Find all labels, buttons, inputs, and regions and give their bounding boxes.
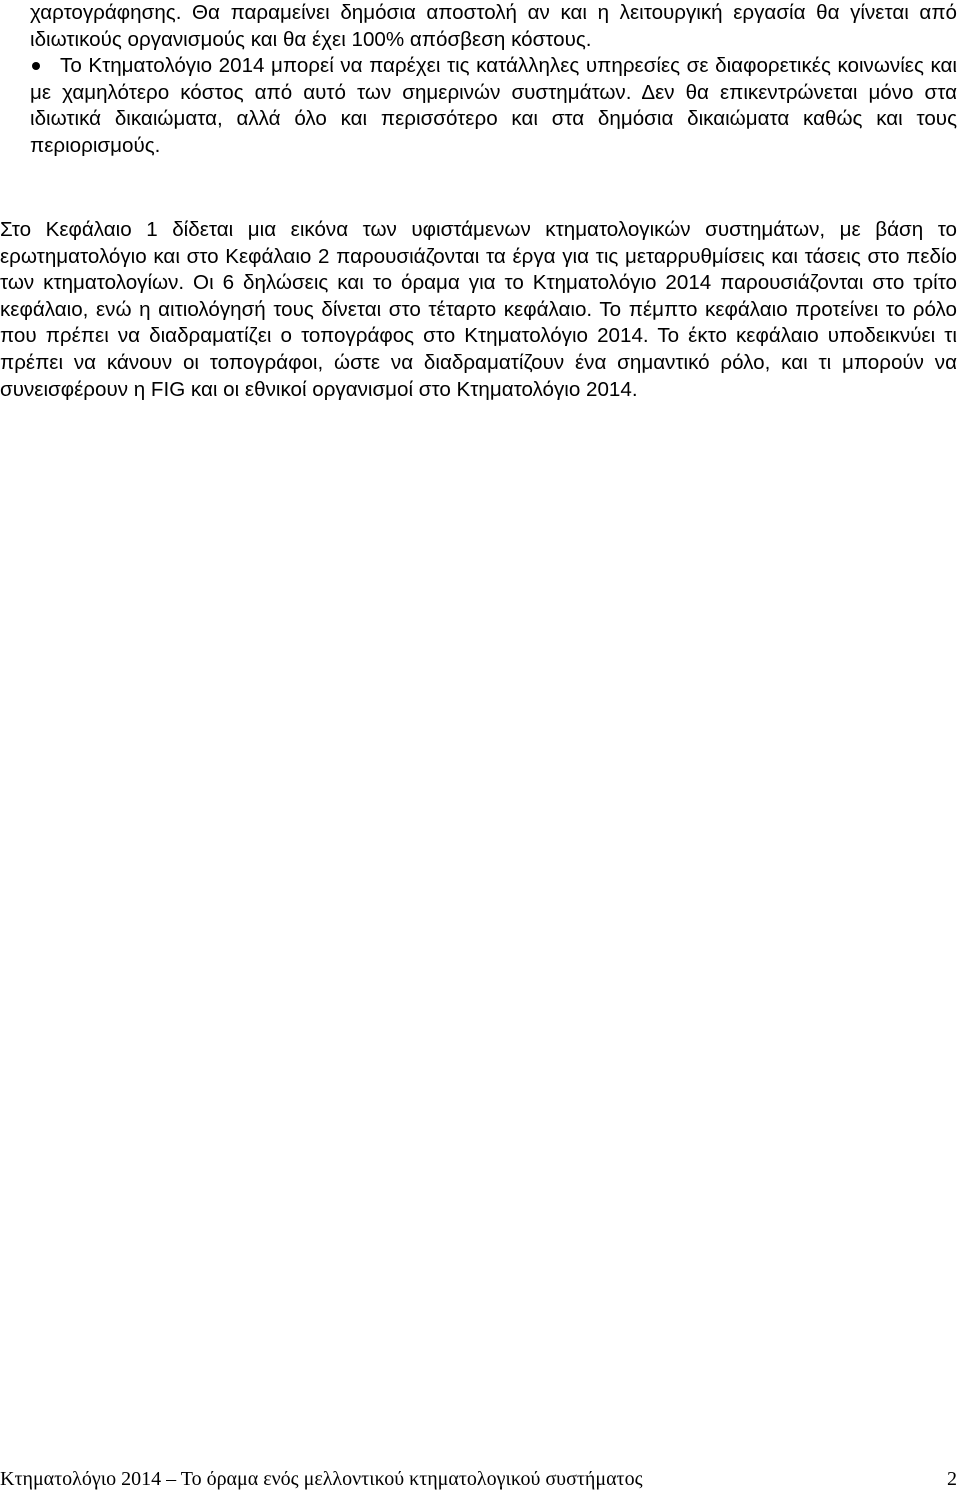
chapter-overview-paragraph: Στο Κεφάλαιο 1 δίδεται μια εικόνα των υφιστάμενων κτηματολογικών συστημάτων, με βάση το ερωτηματολόγιο και στο Κεφάλαιο 2 παρουσιάζονται τα έργα για τις μεταρρυθμίσεις και τάσεις στο πεδίο των κτηματολογίων. Οι 6 δηλώσεις και το όραμα για το Κτηματολόγιο 2014 παρουσιάζονται στο τρίτο κεφάλαιο, ενώ η αιτιολόγησή τους δίνεται στο τέταρτο κεφάλαιο. Το πέμπτο κεφάλαιο προτείνει το ρόλο που πρέπει να διαδραματίζει ο τοπογράφος στο Κτηματολόγιο 2014. Το έκτο κεφάλαιο υποδεικνύει τι πρέπει να κάνουν οι τοπογράφοι, ώστε να διαδραματίζουν ένα σημαντικό ρόλο, και τι μπορούν να συνεισφέρουν η FIG και οι εθνικοί οργανισμοί στο Κτηματολόγιο 2014. — [0, 218, 957, 401]
bullet-icon — [32, 62, 40, 70]
bullet-list-item — [30, 53, 957, 159]
footer-title: Κτηματολόγιο 2014 – Το όραμα ενός μελλοντικού κτηματολογικού συστήματος — [0, 1468, 643, 1490]
bullet-item-text: Το Κτηματολόγιο 2014 μπορεί να παρέχει τις κατάλληλες υπηρεσίες σε διαφορετικές κοινωνίες και με χαμηλότερο κόστος από αυτό των σημερινών συστημάτων. Δεν θα επικεντρώνεται μόνο στα ιδιωτικά δικαιώματα, αλλά όλο και περισσότερο και στα δημόσια δικαιώματα καθώς και τους περιορισμούς. — [30, 54, 957, 157]
page-number: 2 — [947, 1468, 957, 1490]
page-footer — [0, 1466, 957, 1492]
continued-paragraph: χαρτογράφησης. Θα παραμείνει δημόσια αποστολή αν και η λειτουργική εργασία θα γίνεται από ιδιωτικούς οργανισμούς και θα έχει 100% απόσβεση κόστους. — [30, 1, 957, 51]
